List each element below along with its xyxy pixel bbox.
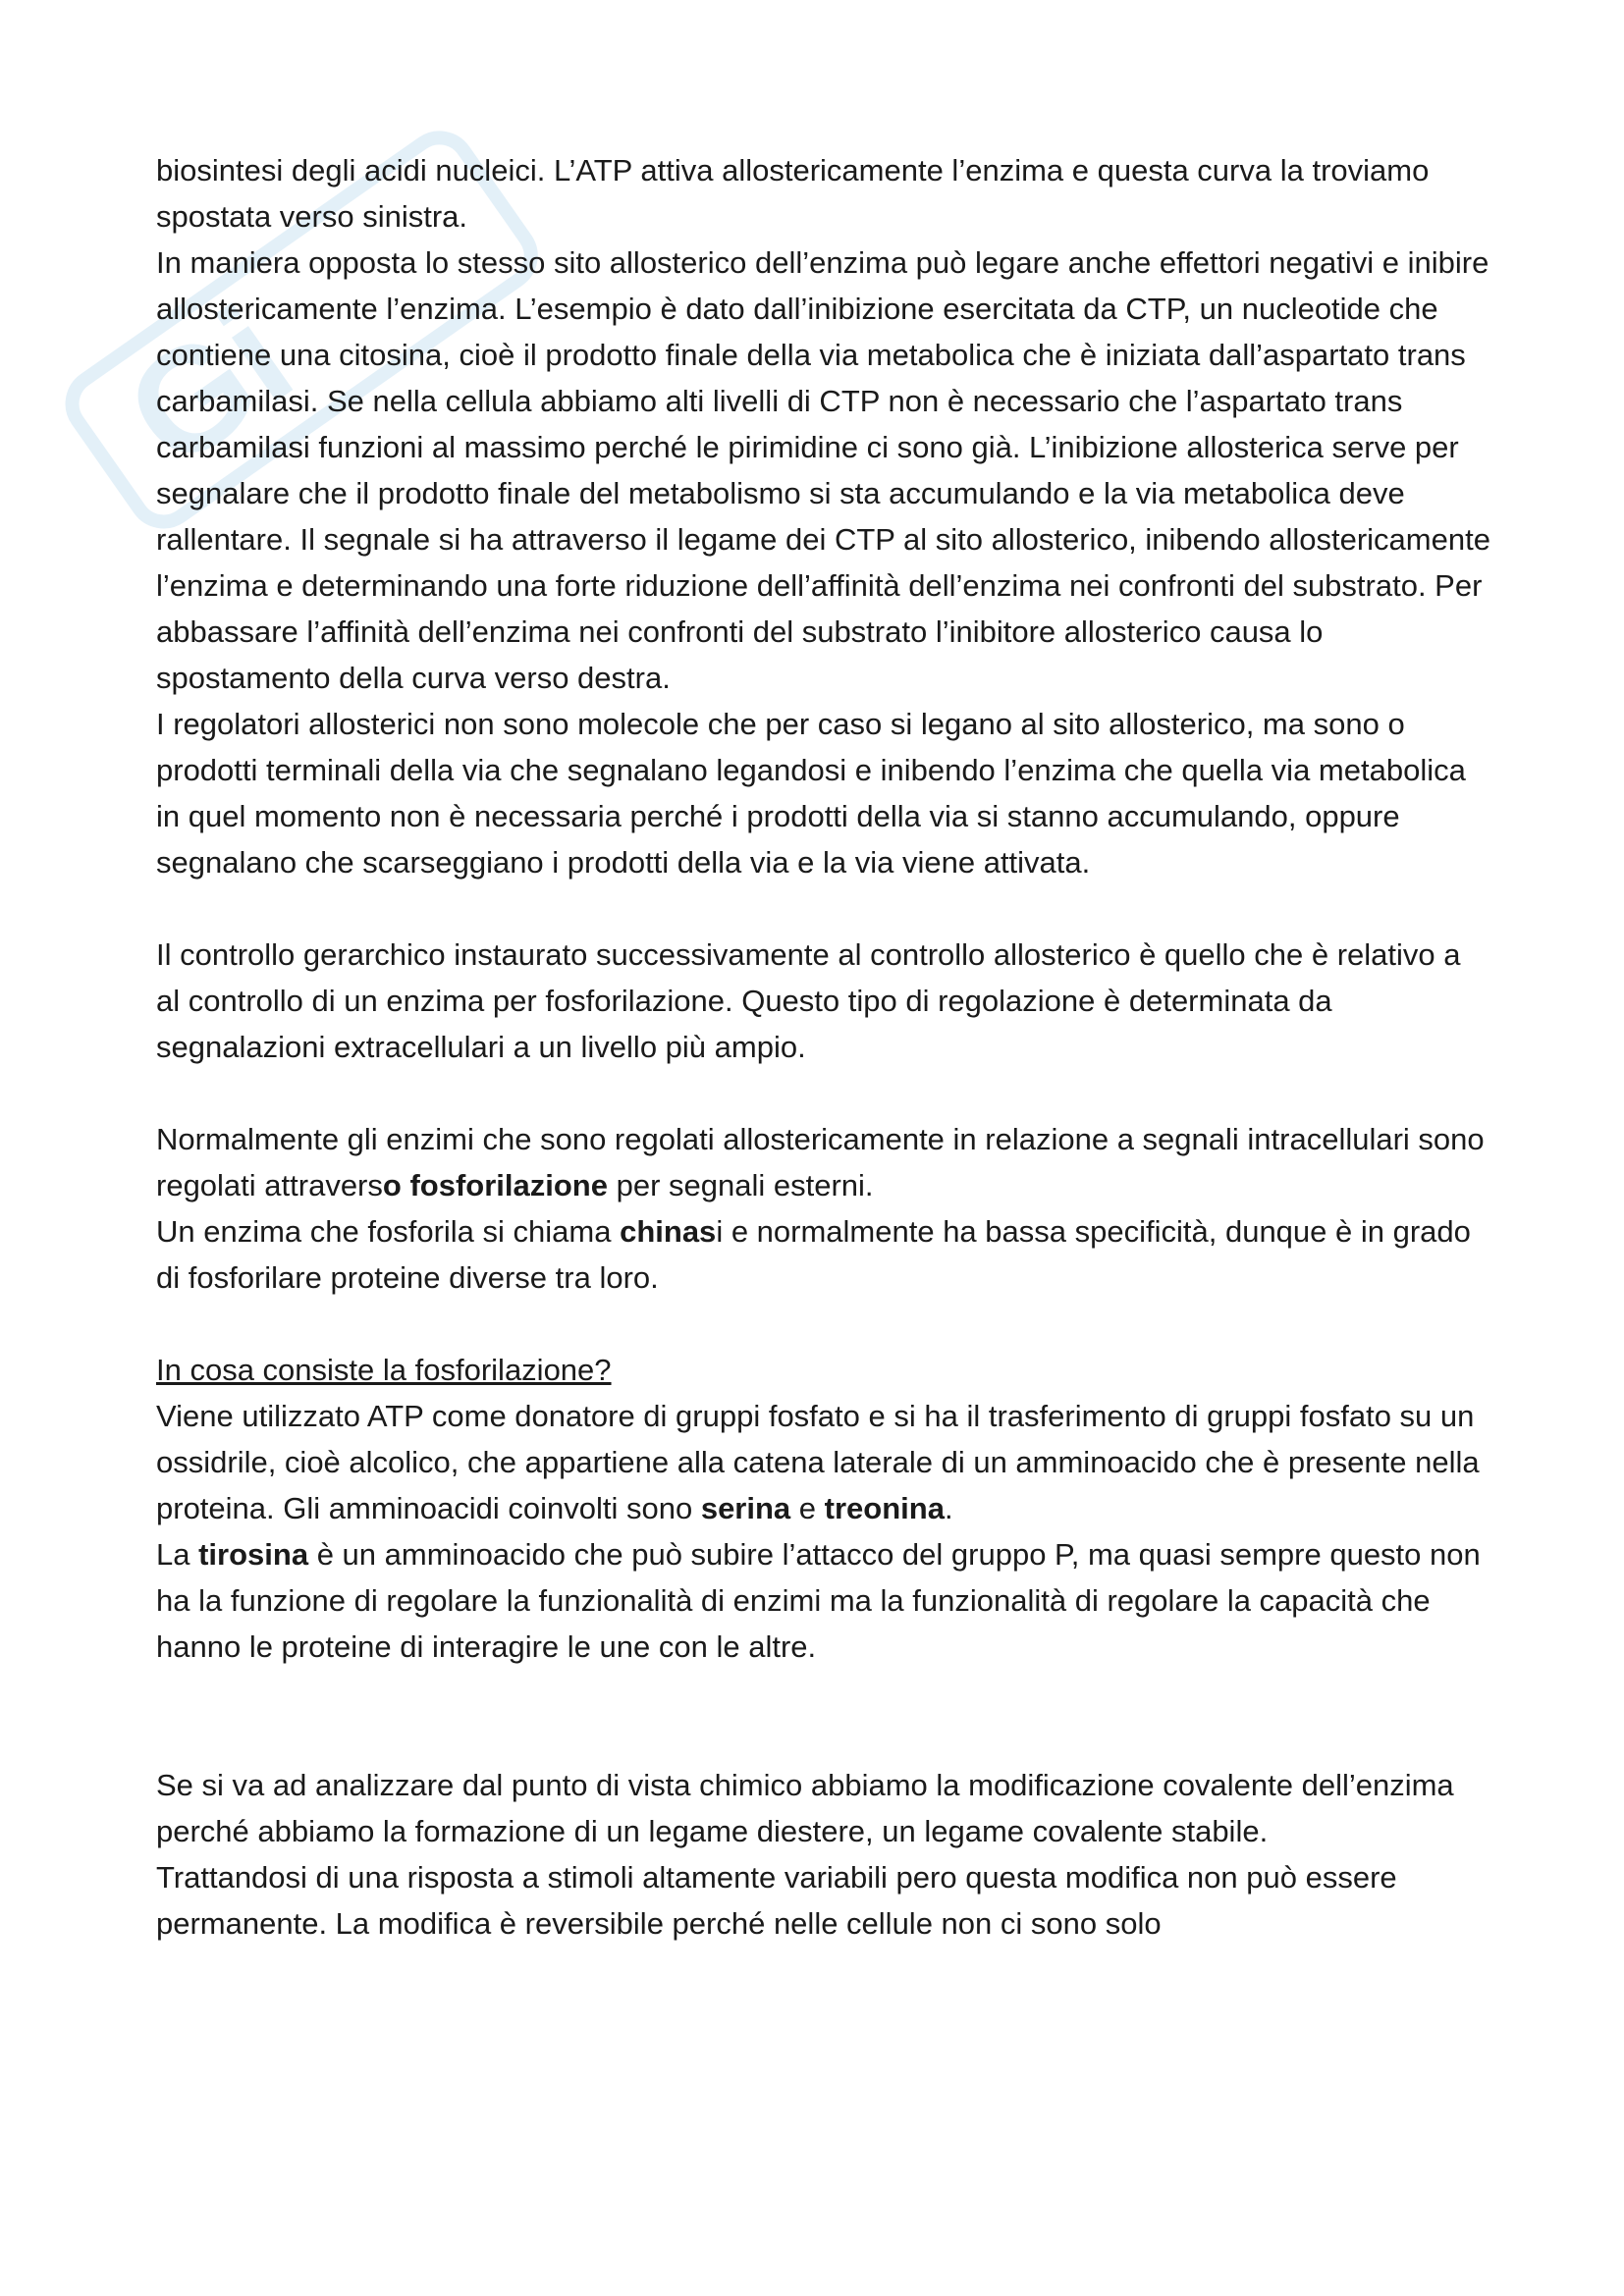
watermark-text: Gi [97,274,320,499]
bold-term-chinasi: chinas [620,1214,717,1249]
paragraph-3: I regolatori allosterici non sono molecole che per caso si legano al sito allosterico, ma sono o prodotti terminali della via che segnalano legandosi e inibendo l’enzima che quella via metabolica in quel momento non è necessaria perché i prodotti della via si stanno accumulando, oppure segnalano che scarseggiano i prodotti della via e la via viene attivata. [156,707,1466,880]
bold-term-tirosina: tirosina [198,1537,309,1572]
paragraph-8: La tirosina è un amminoacido che può subire l’attacco del gruppo P, ma quasi sempre questo non ha la funzione di regolare la funzionalità di enzimi ma la funzionalità di regolare la capacità che hanno le proteine di interagire le une con le altre. [156,1537,1481,1664]
bold-term-serina: serina [700,1491,791,1525]
paragraph-10: Trattandosi di una risposta a stimoli altamente variabili pero questa modifica non può essere permanente. La modifica è reversibile perché nelle cellule non ci sono solo [156,1860,1397,1941]
paragraph-9: Se si va ad analizzare dal punto di vista chimico abbiamo la modificazione covalente dell’enzima perché abbiamo la formazione di un legame diestere, un legame covalente stabile. [156,1768,1454,1848]
bold-term-fosforilazione: o fosforilazione [382,1168,608,1202]
bold-term-treonina: treonina [824,1491,945,1525]
paragraph-1: biosintesi degli acidi nucleici. L’ATP attiva allostericamente l’enzima e questa curva la troviamo spostata verso sinistra. [156,153,1430,234]
paragraph-2: In maniera opposta lo stesso sito allosterico dell’enzima può legare anche effettori negativi e inibire allostericamente l’enzima. L’esempio è dato dall’inibizione esercitata da CTP, un nucleotide che contiene una citosina, cioè il prodotto finale della via metabolica che è iniziata dall’aspartato trans carbamilasi. Se nella cellula abbiamo alti livelli di CTP non è necessario che l’aspartato trans carbamilasi funzioni al massimo perché le pirimidine ci sono già. L’inibizione allosterica serve per segnalare che il prodotto finale del metabolismo si sta accumulando e la via metabolica deve rallentare. Il segnale si ha attraverso il legame dei CTP al sito allosterico, inibendo allostericamente l’enzima e determinando una forte riduzione dell’affinità dell’enzima nei confronti del substrato. Per abbassare l’affinità dell’enzima nei confronti del substrato l’inibitore allosterico causa lo spostamento della curva verso destra. [156,245,1490,695]
document-page [156,147,1491,1947]
section-heading: In cosa consiste la fosforilazione? [156,1353,612,1387]
paragraph-7: Viene utilizzato ATP come donatore di gruppi fosfato e si ha il trasferimento di gruppi fosfato su un ossidrile, cioè alcolico, che appartiene alla catena laterale di un amminoacido che è presente nella proteina. Gli amminoacidi coinvolti sono serina e treonina. [156,1399,1480,1525]
paragraph-6: Un enzima che fosforila si chiama chinasi e normalmente ha bassa specificità, dunque è in grado di fosforilare proteine diverse tra loro. [156,1214,1471,1295]
paragraph-4: Il controllo gerarchico instaurato successivamente al controllo allosterico è quello che è relativo a al controllo di un enzima per fosforilazione. Questo tipo di regolazione è determinata da segnalazioni extracellulari a un livello più ampio. [156,937,1461,1064]
paragraph-5: Normalmente gli enzimi che sono regolati allostericamente in relazione a segnali intracellulari sono regolati attraverso fosforilazione per segnali esterni. [156,1122,1485,1202]
